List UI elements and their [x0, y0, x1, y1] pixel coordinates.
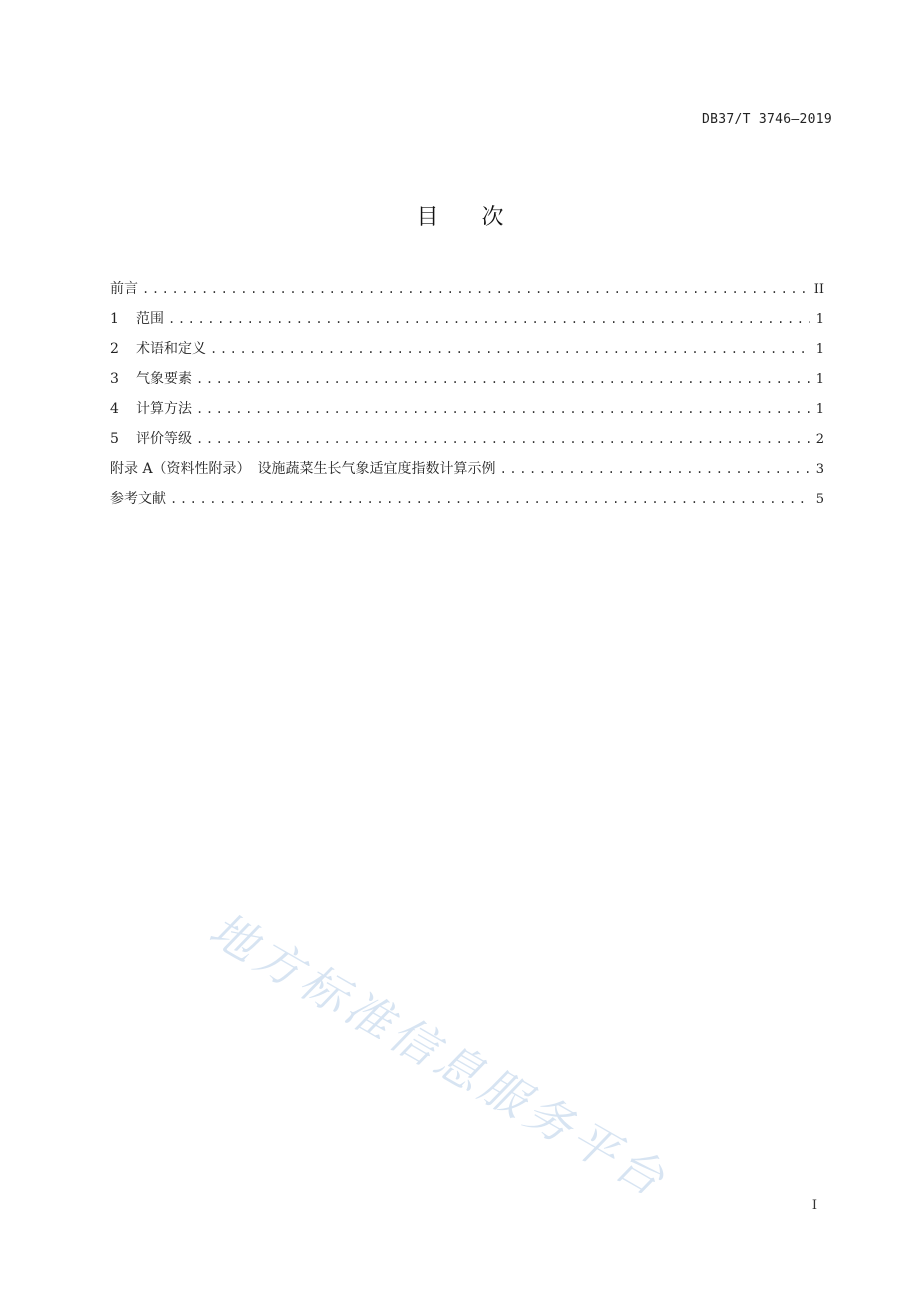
- toc-entry-number: 1: [110, 311, 119, 327]
- document-code: DB37/T 3746—2019: [701, 112, 832, 127]
- toc-entry-label: 范围: [136, 311, 164, 327]
- page-title: 目 次: [416, 205, 522, 230]
- toc-entry-label: 气象要素: [136, 371, 192, 387]
- toc-leader-dots: [210, 338, 810, 360]
- table-of-contents: [110, 278, 824, 518]
- toc-leader-dots: [170, 488, 810, 510]
- toc-entry-number: 2: [110, 341, 119, 357]
- toc-entry-page: 2: [815, 432, 824, 447]
- toc-leader-dots: [142, 278, 808, 300]
- toc-entry-terms[interactable]: [110, 338, 824, 368]
- toc-entry-meteorological-elements[interactable]: [110, 368, 824, 398]
- toc-entry-references[interactable]: [110, 488, 824, 518]
- toc-entry-label: 附录 A（资料性附录） 设施蔬菜生长气象适宜度指数计算示例: [110, 461, 496, 477]
- toc-entry-appendix-a[interactable]: [110, 458, 824, 488]
- watermark-text: 地方标准信息服务平台: [200, 901, 678, 1209]
- toc-leader-dots: [196, 368, 810, 390]
- toc-entry-label: 术语和定义: [136, 341, 206, 357]
- toc-entry-label: 前言: [110, 281, 138, 297]
- toc-entry-page: 1: [815, 312, 824, 327]
- toc-entry-calculation-method[interactable]: [110, 398, 824, 428]
- toc-entry-label: 评价等级: [136, 431, 192, 447]
- toc-leader-dots: [196, 398, 810, 420]
- page-number: I: [811, 1198, 817, 1213]
- toc-entry-scope[interactable]: [110, 308, 824, 338]
- toc-entry-page: 1: [815, 402, 824, 417]
- toc-entry-page: 1: [815, 372, 824, 387]
- toc-entry-number: 4: [110, 401, 119, 417]
- toc-entry-label: 参考文献: [110, 491, 166, 507]
- toc-entry-number: 3: [110, 371, 119, 387]
- toc-entry-page: 1: [815, 342, 824, 357]
- toc-leader-dots: [196, 428, 810, 450]
- toc-leader-dots: [168, 308, 810, 330]
- toc-entry-foreword[interactable]: [110, 278, 824, 308]
- toc-entry-evaluation-grade[interactable]: [110, 428, 824, 458]
- toc-leader-dots: [500, 458, 810, 480]
- toc-entry-page: 3: [815, 462, 824, 477]
- toc-entry-page: 5: [815, 492, 824, 507]
- toc-entry-number: 5: [110, 431, 119, 447]
- toc-entry-page: II: [813, 282, 824, 297]
- toc-entry-label: 计算方法: [136, 401, 192, 417]
